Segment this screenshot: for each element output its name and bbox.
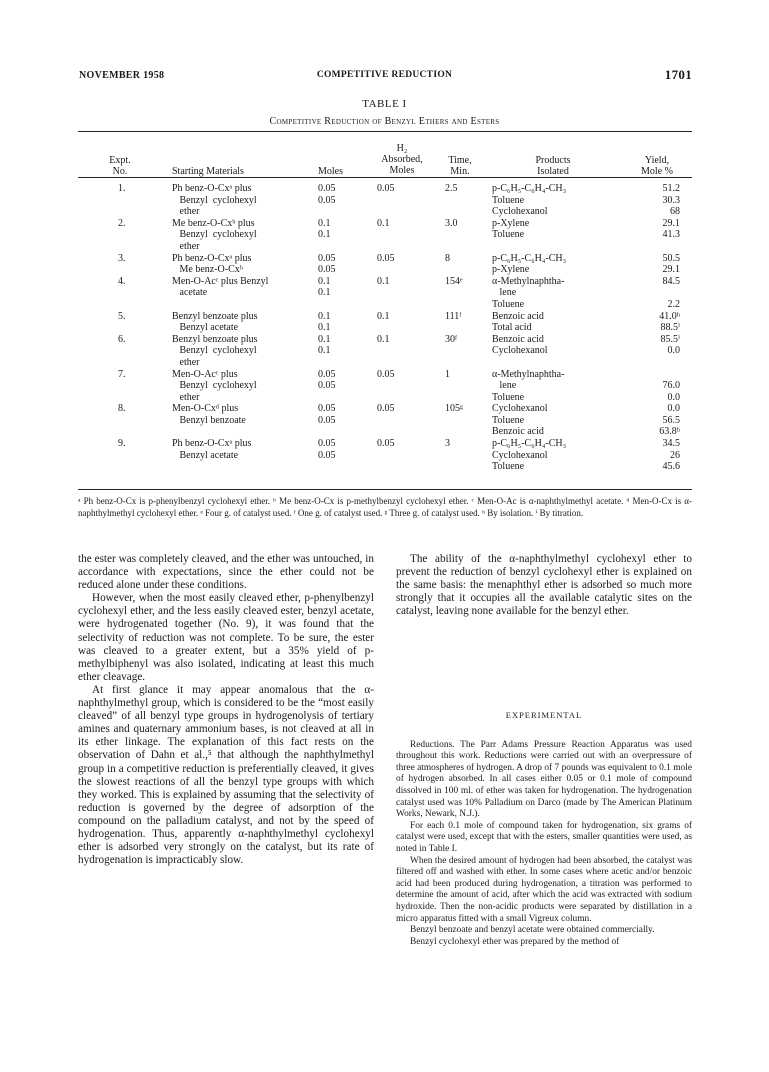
- table-col-h2-absorbed: 0.05 0.1 0.05 0.1 0.1 0.1 0.05 0.05 0.05: [377, 183, 395, 450]
- col-header-time: Time, Min.: [448, 155, 472, 177]
- table-rule-header: [78, 177, 692, 178]
- table-col-yield: 51.2 30.3 68 29.1 41.3 50.5 29.1 84.5 2.2 41.0ʰ 88.5ⁱ 85.5ⁱ 0.0 76.0 0.0 0.0 56.5 63.8ʰ 34.5 26 45.6: [659, 183, 680, 473]
- col-header-products: Products Isolated: [535, 155, 571, 177]
- col-header-starting: Starting Materials: [172, 166, 244, 177]
- table-footnotes: ᵃ Ph benz-O-Cx is p-phenylbenzyl cyclohexyl ether. ᵇ Me benz-O-Cx is p-methylbenzyl cyclohexyl ether. ᶜ Men-O-Ac is α-naphthylmethyl acetate. ᵈ Men-O-Cx is α-naphthylmethyl cyclohexyl ether. ᵉ Four g. of catalyst used. ᶠ One g. of catalyst used. ᵍ Three g. of catalyst used. ʰ By isolation. ⁱ By titration.: [78, 496, 692, 518]
- table-label: TABLE I: [362, 98, 407, 110]
- experimental-section: [396, 710, 692, 948]
- table-col-starting-materials: Ph benz-O-Cxᵃ plus Benzyl cyclohexyl ether Me benz-O-Cxᵇ plus Benzyl cyclohexyl ether Ph benz-O-Cxᵃ plus Me benz-O-Cxᵇ Men-O-Acᶜ plus Benzyl acetate Benzyl benzoate plus Benzyl acetate Benzyl benzoate plus Benzyl cyclohexyl ether Men-O-Acᶜ plus Benzyl cyclohexyl ether Men-O-Cxᵈ plus Benzyl benzoate Ph benz-O-Cxᵃ plus Benzyl acetate: [172, 183, 269, 461]
- paragraph: For each 0.1 mole of compound taken for hydrogenation, six grams of catalyst were used, except that with the esters, smaller quantities were used, as noted in Table I.: [396, 820, 692, 854]
- table-col-expt: 1. 2. 3. 4. 5. 6. 7. 8. 9.: [118, 183, 126, 450]
- table-col-products: p-C₆H₅-C₆H₄-CH₃ Toluene Cyclohexanol p-Xylene Toluene p-C₆H₅-C₆H₄-CH₃ p-Xylene α-Methylnaphtha- lene Toluene Benzoic acid Total acid Benzoic acid Cyclohexanol α-Methylnaphtha- lene Toluene Cyclohexanol Toluene Benzoic acid p-C₆H₅-C₆H₄-CH₃ Cyclohexanol Toluene: [492, 183, 567, 473]
- paragraph: At first glance it may appear anomalous that the α-naphthylmethyl group, which is considered to be the “most easily cleaved” of all benzyl type groups in hydrogenolysis of tertiary amines and quaternary ammonium bases, is not cleaved at all in its ether linkage. The explanation of this fact rests on the observation of Dahn et al.,⁵ that although the naphthylmethyl group in a competitive reduction is preferentially cleaved, it gives the slowest reactions of all the benzyl type groups with which they worked. This is explained by assuming that the selectivity of reduction is governed by the degree of adsorption of the compound on the palladium catalyst, and not by the speed of hydrogenation. Thus, apparently α-naphthylmethyl cyclohexyl ether is adsorbed very strongly on the catalyst, but its rate of hydrogenation is impracticably slow.: [78, 683, 374, 867]
- running-header-date: NOVEMBER 1958: [79, 70, 165, 81]
- body-right-column: [396, 553, 692, 618]
- table-title: Competitive Reduction of Benzyl Ethers and Esters: [269, 116, 500, 127]
- table-rule-top: [78, 131, 692, 132]
- paragraph: However, when the most easily cleaved ether, p-phenylbenzyl cyclohexyl ether, and the less easily cleaved ester, benzyl acetate, were hydrogenated together (No. 9), it was found that the selectivity of reduction was not complete. To be sure, the ester was cleaved to a greater extent, but a 35% yield of p-methylbiphenyl was also isolated, indicating at least this much ether cleavage.: [78, 592, 374, 683]
- paragraph: Benzyl cyclohexyl ether was prepared by the method of: [410, 936, 620, 947]
- col-header-yield: Yield, Mole %: [641, 155, 673, 177]
- col-header-expt: Expt. No.: [109, 155, 131, 177]
- paragraph: Reductions. The Parr Adams Pressure Reaction Apparatus was used throughout this work. Reductions were carried out with an overpressure of three atmospheres of hydrogen. A drop of 7 pounds was equivalent to 0.1 mole of hydrogen absorbed. In all cases either 0.05 or 0.1 mole of compound dissolved in 100 ml. of ether was taken for hydrogenation. The hydrogenation catalyst used was 10% Palladium on Darco (made by The American Platinum Works, Newark, N.J.).: [396, 739, 692, 820]
- section-heading: EXPERIMENTAL: [505, 710, 583, 720]
- running-header-title: COMPETITIVE REDUCTION: [316, 70, 453, 80]
- table-col-moles: 0.05 0.05 0.1 0.1 0.05 0.05 0.1 0.1 0.1 0.1 0.1 0.1 0.05 0.05 0.05 0.05 0.05 0.05: [318, 183, 336, 461]
- paragraph: The ability of the α-naphthylmethyl cyclohexyl ether to prevent the reduction of benzyl cyclohexyl ether is explained on the same basis: the menaphthyl ether is adsorbed so much more strongly that it occupies all the available catalytic sites on the catalyst, leaving none available for the benzyl ether.: [396, 553, 692, 618]
- paragraph: When the desired amount of hydrogen had been absorbed, the catalyst was filtered off and washed with ether. In some cases where acetic and/or benzoic acid had been produced during hydrogenation, a titration was performed to determine the amount of acid, after which the acid was extracted with sodium hydroxide. Then the non-acidic products were separated by distillation in a micro apparatus fitted with a small Vigreux column.: [396, 855, 692, 924]
- paragraph: Benzyl benzoate and benzyl acetate were obtained commercially.: [410, 925, 655, 936]
- table-col-time: 2.5 3.0 8 154ᵉ 111ᶠ 30ᶠ 1 105ᵍ 3: [445, 183, 464, 450]
- col-header-moles: Moles: [318, 166, 343, 177]
- col-header-h2: H₂ Absorbed, Moles: [381, 143, 423, 176]
- paragraph: the ester was completely cleaved, and the ether was untouched, in accordance with expectations, since the ether could not be reduced alone under these conditions.: [78, 553, 374, 592]
- table-rule-bottom: [78, 489, 692, 490]
- page-number: 1701: [664, 67, 692, 82]
- body-left-column: [78, 553, 374, 867]
